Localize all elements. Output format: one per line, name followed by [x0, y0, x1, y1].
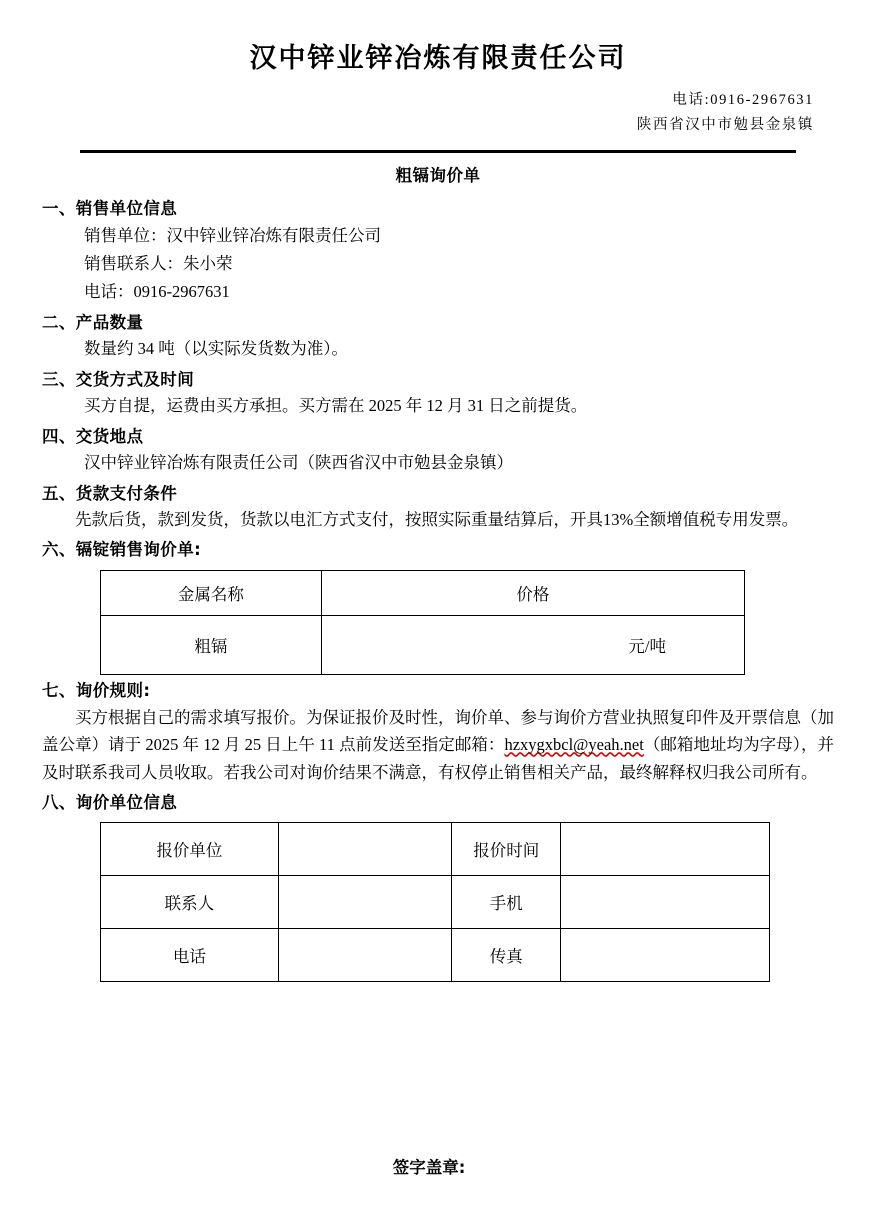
inquiry-rules-part2: （邮箱地址均为字母），并及时联系我司人员收取。若我公司对询价结果不满意，有权停止销售相关产品，最终解释权归我公司所有。 [42, 735, 835, 782]
buyer-label-contact: 联系人 [101, 876, 279, 929]
buyer-value-phone[interactable] [278, 929, 451, 982]
table-header-row [101, 571, 745, 616]
price-table-header-metal: 金属名称 [101, 571, 322, 616]
letterhead-divider [80, 150, 796, 153]
price-table-metal-name: 粗镉 [101, 616, 322, 675]
section-heading-6: 六、镉锭销售询价单: [42, 540, 202, 560]
section-heading-5: 五、货款支付条件 [42, 483, 178, 503]
product-quantity-text: 数量约 34 吨（以实际发货数为准）。 [84, 339, 348, 359]
letterhead-phone: 电话:0916-2967631 [672, 91, 814, 108]
inquiry-rules-part1: 买方根据自己的需求填写报价。为保证报价及时性，询价单、参与询价方营业执照复印件及开票信息（加盖公章）请于 2025 年 12 月 25 日上午 11 点前发送至指定邮箱： [42, 707, 834, 755]
section-heading-8: 八、询价单位信息 [42, 792, 178, 812]
seller-contact-line: 销售联系人：朱小荣 [84, 253, 233, 273]
buyer-label-fax: 传真 [452, 929, 561, 982]
price-table-header-price: 价格 [321, 571, 744, 616]
company-name-title: 汉中锌业锌冶炼有限责任公司 [249, 43, 627, 74]
buyer-label-quote-time: 报价时间 [452, 823, 561, 876]
letterhead-address: 陕西省汉中市勉县金泉镇 [636, 117, 814, 134]
section-heading-3: 三、交货方式及时间 [42, 369, 195, 389]
table-row [101, 929, 770, 982]
buyer-value-company[interactable] [278, 823, 451, 876]
delivery-location-text: 汉中锌业锌冶炼有限责任公司（陕西省汉中市勉县金泉镇） [84, 453, 513, 473]
price-table-price-input-cell[interactable]: 元/吨 [321, 616, 744, 675]
seller-phone-line: 电话：0916-2967631 [84, 282, 230, 302]
document-body [42, 162, 834, 982]
buyer-value-contact[interactable] [278, 876, 451, 929]
price-inquiry-table [100, 570, 745, 675]
buyer-label-company: 报价单位 [101, 823, 279, 876]
section-heading-2: 二、产品数量 [42, 312, 144, 332]
payment-terms-text: 先款后货，款到发货，货款以电汇方式支付，按照实际重量结算后，开具13%全额增值税专用发票。 [75, 510, 799, 530]
buyer-information-table [100, 822, 770, 982]
section-heading-7: 七、询价规则: [42, 681, 151, 700]
table-row [101, 616, 745, 675]
table-row [101, 823, 770, 876]
buyer-value-fax[interactable] [561, 929, 770, 982]
inquiry-email-address: hzxygxbcl@yeah.net [504, 735, 644, 755]
table-row [101, 876, 770, 929]
buyer-label-phone: 电话 [101, 929, 279, 982]
signature-seal-label: 签字盖章: [392, 1158, 466, 1177]
buyer-value-mobile[interactable] [561, 876, 770, 929]
seller-company-line: 销售单位：汉中锌业锌冶炼有限责任公司 [84, 225, 381, 245]
section-heading-1: 一、销售单位信息 [42, 199, 178, 218]
letterhead-contact-block [0, 88, 876, 139]
delivery-method-text: 买方自提，运费由买方承担。买方需在 2025 年 12 月 31 日之前提货。 [84, 396, 588, 416]
inquiry-rules-text [42, 704, 834, 787]
buyer-value-quote-time[interactable] [561, 823, 770, 876]
document-title: 粗镉询价单 [395, 166, 481, 185]
buyer-label-mobile: 手机 [452, 876, 561, 929]
section-heading-4: 四、交货地点 [42, 426, 144, 446]
letterhead [0, 0, 876, 153]
